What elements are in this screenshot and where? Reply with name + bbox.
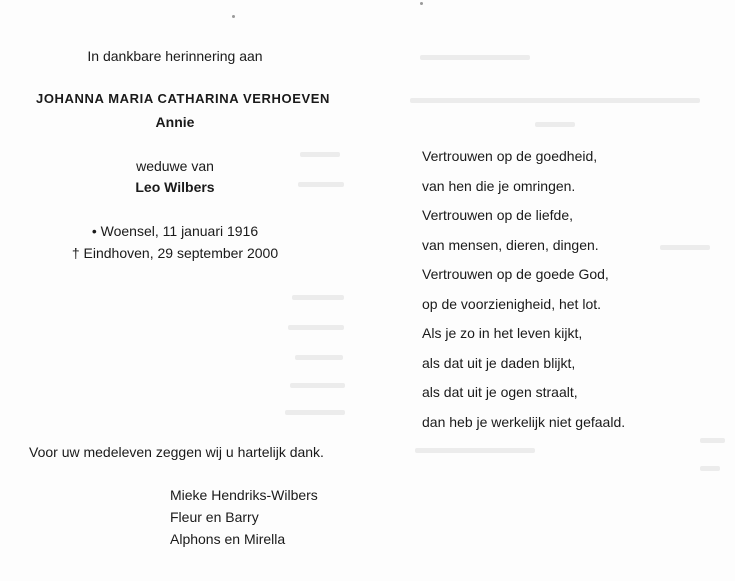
poem-line: als dat uit je daden blijkt, bbox=[422, 354, 576, 371]
poem-line: van mensen, dieren, dingen. bbox=[422, 236, 599, 253]
signatory: Mieke Hendriks-Wilbers bbox=[170, 487, 318, 503]
deceased-full-name: JOHANNA MARIA CATHARINA VERHOEVEN bbox=[35, 91, 330, 106]
deceased-nickname: Annie bbox=[155, 114, 195, 130]
poem-line: Als je zo in het leven kijkt, bbox=[422, 325, 583, 341]
poem-line: Vertrouwen op de goede God, bbox=[422, 266, 609, 282]
signatory: Fleur en Barry bbox=[170, 509, 259, 525]
intro-line: In dankbare herinnering aan bbox=[87, 48, 263, 64]
right-page bbox=[370, 0, 735, 581]
poem-line: Vertrouwen op de liefde, bbox=[422, 207, 573, 223]
poem bbox=[422, 142, 625, 437]
poem-line: als dat uit je ogen straalt, bbox=[422, 384, 578, 400]
poem-line: van hen die je omringen. bbox=[422, 177, 576, 194]
poem-line: dan heb je werkelijk niet gefaald. bbox=[422, 413, 626, 430]
birth-line: • Woensel, 11 januari 1916 bbox=[91, 223, 259, 239]
thanks-message: Voor uw medeleven zeggen wij u hartelijk dank. bbox=[29, 444, 324, 460]
widow-of-line: weduwe van bbox=[136, 158, 214, 174]
poem-line: op de voorzienigheid, het lot. bbox=[422, 295, 602, 312]
poem-line: Vertrouwen op de goedheid, bbox=[422, 148, 598, 164]
death-line: † Eindhoven, 29 september 2000 bbox=[71, 245, 279, 261]
husband-name: Leo Wilbers bbox=[135, 179, 215, 195]
signatory: Alphons en Mirella bbox=[170, 531, 286, 547]
